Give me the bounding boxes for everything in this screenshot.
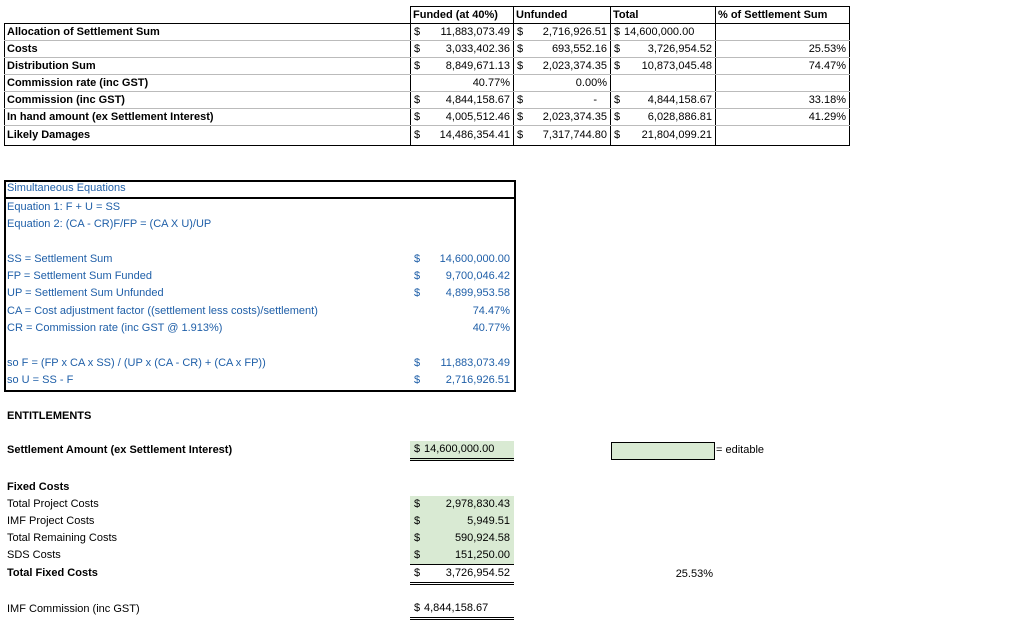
cell-commission-rate-unfunded[interactable]: 0.00% bbox=[575, 77, 607, 89]
cost-label-total-project[interactable]: Total Project Costs bbox=[7, 498, 99, 510]
cost-label-imf-project[interactable]: IMF Project Costs bbox=[7, 515, 95, 527]
editable-legend-text: = editable bbox=[716, 444, 765, 456]
imf-commission-label[interactable]: IMF Commission (inc GST) bbox=[7, 603, 140, 615]
cell-in-hand-pct[interactable]: 41.29% bbox=[808, 111, 846, 123]
var-cr-value[interactable]: 40.77% bbox=[472, 322, 510, 334]
cell-costs-funded[interactable]: $ 3,033,402.36 bbox=[414, 43, 510, 55]
var-ss-value[interactable]: $ 14,600,000.00 bbox=[414, 253, 510, 265]
solution-f-label[interactable]: so F = (FP x CA x SS) / (UP x (CA - CR) + (CA x FP)) bbox=[7, 357, 266, 369]
equation-2[interactable]: Equation 2: (CA - CR)F/FP = (CA X U)/UP bbox=[7, 218, 212, 230]
row-label-commission: Commission (inc GST) bbox=[7, 94, 125, 106]
cost-value-total-project[interactable]: $ 2,978,830.43 bbox=[414, 498, 510, 510]
cell-in-hand-total[interactable]: $ 6,028,886.81 bbox=[614, 111, 712, 123]
imf-commission-value[interactable]: $ 4,844,158.67 bbox=[410, 600, 514, 620]
solution-u-label[interactable]: so U = SS - F bbox=[7, 374, 74, 386]
cell-commission-funded[interactable]: $ 4,844,158.67 bbox=[414, 94, 510, 106]
cell-commission-pct[interactable]: 33.18% bbox=[808, 94, 846, 106]
cell-commission-rate-funded[interactable]: 40.77% bbox=[472, 77, 510, 89]
total-fixed-costs-label[interactable]: Total Fixed Costs bbox=[7, 567, 98, 579]
var-up-value[interactable]: $ 4,899,953.58 bbox=[414, 287, 510, 299]
var-ss-label[interactable]: SS = Settlement Sum bbox=[7, 253, 113, 265]
cell-distribution-funded[interactable]: $ 8,849,671.13 bbox=[414, 60, 510, 72]
cost-label-sds[interactable]: SDS Costs bbox=[7, 549, 61, 561]
var-fp-value[interactable]: $ 9,700,046.42 bbox=[414, 270, 510, 282]
settlement-amount-label[interactable]: Settlement Amount (ex Settlement Interest) bbox=[7, 444, 233, 456]
cell-allocation-funded[interactable]: $ 11,883,073.49 bbox=[414, 26, 510, 38]
row-label-in-hand: In hand amount (ex Settlement Interest) bbox=[7, 111, 214, 123]
row-label-distribution: Distribution Sum bbox=[7, 60, 96, 72]
var-cr-label[interactable]: CR = Commission rate (inc GST @ 1.913%) bbox=[7, 322, 223, 334]
editable-legend-swatch bbox=[611, 442, 715, 460]
cell-damages-funded[interactable]: $ 14,486,354.41 bbox=[414, 129, 510, 141]
cell-costs-pct[interactable]: 25.53% bbox=[808, 43, 846, 55]
header-unfunded-cell[interactable] bbox=[513, 6, 611, 24]
header-funded: Funded (at 40%) bbox=[413, 9, 498, 21]
var-up-label[interactable]: UP = Settlement Sum Unfunded bbox=[7, 287, 164, 299]
cell-damages-total[interactable]: $ 21,804,099.21 bbox=[614, 129, 712, 141]
row-label-likely-damages: Likely Damages bbox=[7, 129, 91, 141]
cell-costs-unfunded[interactable]: $ 693,552.16 bbox=[517, 43, 607, 55]
equation-1[interactable]: Equation 1: F + U = SS bbox=[7, 201, 121, 213]
cell-distribution-pct[interactable]: 74.47% bbox=[808, 60, 846, 72]
var-ca-value[interactable]: 74.47% bbox=[472, 305, 510, 317]
cell-commission-total[interactable]: $ 4,844,158.67 bbox=[614, 94, 712, 106]
var-fp-label[interactable]: FP = Settlement Sum Funded bbox=[7, 270, 153, 282]
row-label-costs: Costs bbox=[7, 43, 38, 55]
cost-value-imf-project[interactable]: $ 5,949.51 bbox=[414, 515, 510, 527]
cell-damages-unfunded[interactable]: $ 7,317,744.80 bbox=[517, 129, 607, 141]
cost-value-sds[interactable]: $ 151,250.00 bbox=[414, 549, 510, 561]
header-unfunded: Unfunded bbox=[516, 9, 568, 21]
cell-allocation-unfunded[interactable]: $ 2,716,926.51 bbox=[517, 26, 607, 38]
solution-u-value[interactable]: $ 2,716,926.51 bbox=[414, 374, 510, 386]
solution-f-value[interactable]: $ 11,883,073.49 bbox=[414, 357, 510, 369]
cell-commission-unfunded[interactable]: $ - bbox=[517, 94, 597, 106]
var-ca-label[interactable]: CA = Cost adjustment factor ((settlement less costs)/settlement) bbox=[7, 305, 318, 317]
row-label-commission-rate: Commission rate (inc GST) bbox=[7, 77, 149, 89]
total-fixed-costs-pct[interactable]: 25.53% bbox=[675, 568, 713, 580]
row-label-allocation: Allocation of Settlement Sum bbox=[7, 26, 160, 38]
cell-in-hand-funded[interactable]: $ 4,005,512.46 bbox=[414, 111, 510, 123]
equations-title[interactable]: Simultaneous Equations bbox=[7, 182, 126, 194]
header-funded-cell[interactable] bbox=[410, 6, 514, 24]
header-total: Total bbox=[613, 9, 639, 21]
fixed-costs-heading[interactable]: Fixed Costs bbox=[7, 481, 70, 493]
cell-in-hand-unfunded[interactable]: $ 2,023,374.35 bbox=[517, 111, 607, 123]
cell-allocation-total[interactable]: $ 14,600,000.00 bbox=[614, 26, 695, 38]
entitlements-heading[interactable]: ENTITLEMENTS bbox=[7, 410, 92, 422]
cost-label-total-remaining[interactable]: Total Remaining Costs bbox=[7, 532, 118, 544]
header-total-cell[interactable] bbox=[610, 6, 716, 24]
cell-costs-total[interactable]: $ 3,726,954.52 bbox=[614, 43, 712, 55]
cost-value-total-remaining[interactable]: $ 590,924.58 bbox=[414, 532, 510, 544]
header-pct: % of Settlement Sum bbox=[718, 9, 828, 21]
header-pct-cell[interactable] bbox=[715, 6, 850, 24]
total-fixed-costs-value[interactable]: $ 3,726,954.52 bbox=[410, 565, 514, 585]
settlement-amount-value[interactable]: $ 14,600,000.00 bbox=[410, 441, 514, 461]
cell-distribution-unfunded[interactable]: $ 2,023,374.35 bbox=[517, 60, 607, 72]
cell-distribution-total[interactable]: $ 10,873,045.48 bbox=[614, 60, 712, 72]
